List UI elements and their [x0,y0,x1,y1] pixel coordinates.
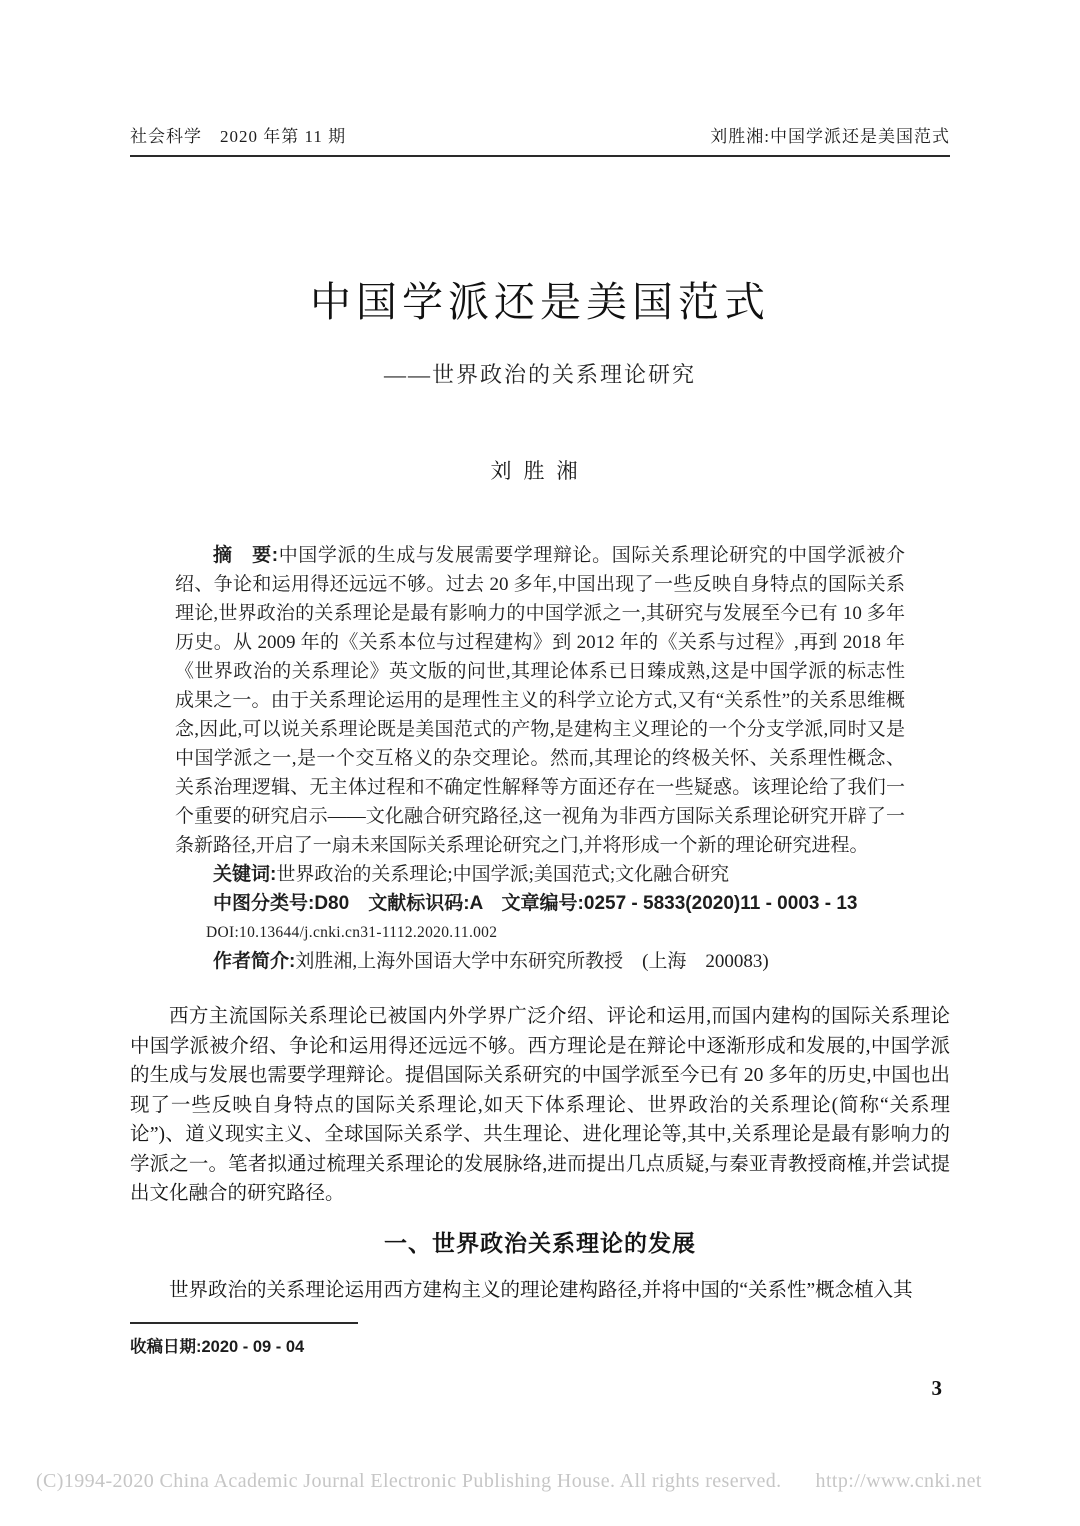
doc-code-value: A [469,893,483,914]
doi-line: DOI:10.13644/j.cnki.cn31-1112.2020.11.002 [206,924,498,941]
body-paragraph-1: 西方主流国际关系理论已被国内外学界广泛介绍、评论和运用,而国内建构的国际关系理论中国学派被介绍、争论和运用得还远远不够。西方理论是在辩论中逐渐形成和发展的,中国学派的生成与发展也需要学理辩论。提倡国际关系研究的中国学派至今已有 20 多年的历史,中国也出现了一些反映自身特点的国际关系理论,如天下体系理论、世界政治的关系理论(简称“关系理论”)、道义现实主义、全球国际关系学、共生理论、进化理论等,其中,关系理论是最有影响力的学派之一。笔者拟通过梳理关系理论的发展脉络,进而提出几点质疑,与秦亚青教授商榷,并尝试提出文化融合的研究路径。 [130,1006,950,1204]
keywords-label: 关键词: [213,864,277,885]
running-head-journal-issue: 社会科学 2020 年第 11 期 [130,127,347,146]
author-bio-label: 作者简介: [213,951,296,972]
section-1-paragraph: 世界政治的关系理论运用西方建构主义的理论建构路径,并将中国的“关系性”概念植入其 [169,1280,913,1301]
running-head-author-title: 刘胜湘:中国学派还是美国范式 [710,127,950,146]
article-id-value: 0257 - 5833(2020)11 - 0003 - 13 [583,893,858,914]
page-number: 3 [931,1376,942,1400]
cnki-watermark [36,1470,1046,1493]
keywords-text: 世界政治的关系理论;中国学派;美国范式;文化融合研究 [276,864,730,885]
doc-code-label: 文献标识码: [349,893,470,914]
keywords-line [175,860,905,889]
classification-line [175,889,905,918]
footnote-area [130,1322,950,1357]
watermark-copyright-text: (C)1994-2020 China Academic Journal Electronic Publishing House. All rights reserved. [36,1470,782,1492]
running-head [130,122,950,157]
clc-label: 中图分类号: [213,893,315,914]
clc-value: D80 [314,893,350,914]
author-bio-line [175,947,905,976]
article-title: 中国学派还是美国范式 [310,279,770,325]
footnote-divider [130,1322,358,1324]
received-date-line [130,1333,950,1357]
watermark-url: http://www.cnki.net [815,1470,982,1492]
received-date-label: 收稿日期: [130,1337,202,1356]
author-bio-text: 刘胜湘,上海外国语大学中东研究所教授 (上海 200083) [295,951,769,972]
article-id-label: 文章编号: [482,893,584,914]
abstract-label: 摘 要: [213,545,279,566]
abstract-block [130,541,950,976]
received-date-value: 2020 - 09 - 04 [201,1337,305,1356]
abstract-text: 中国学派的生成与发展需要学理辩论。国际关系理论研究的中国学派被介绍、争论和运用得还远远不够。过去 20 多年,中国出现了一些反映自身特点的国际关系理论,世界政治的关系理论是最有影响力的中国学派之一,其研究与发展至今已有 10 多年历史。从 2009 年的《关系本位与过程建构》到 2012 年的《关系与过程》,再到 2018 年《世界政治的关系理论》英文版的问世,其理论体系已日臻成熟,这是中国学派的标志性成果之一。由于关系理论运用的是理性主义的科学立论方式,又有“关系性”的关系思维概念,因此,可以说关系理论既是美国范式的产物,是建构主义理论的一个分支学派,同时又是中国学派之一,是一个交互格义的杂交理论。然而,其理论的终极关怀、关系理性概念、关系治理逻辑、无主体过程和不确定性解释等方面还存在一些疑惑。该理论给了我们一个重要的研究启示——文化融合研究路径,这一视角为非西方国际关系理论研究开辟了一条新路径,开启了一扇未来国际关系理论研究之门,并将形成一个新的理论研究进程。 [175,545,905,856]
section-1-heading: 一、世界政治关系理论的发展 [384,1230,696,1256]
article-author: 刘胜湘 [490,459,590,483]
article-subtitle: ——世界政治的关系理论研究 [383,362,696,387]
page-content [130,122,950,1357]
abstract-paragraph [175,541,905,860]
article-body [130,1002,950,1306]
